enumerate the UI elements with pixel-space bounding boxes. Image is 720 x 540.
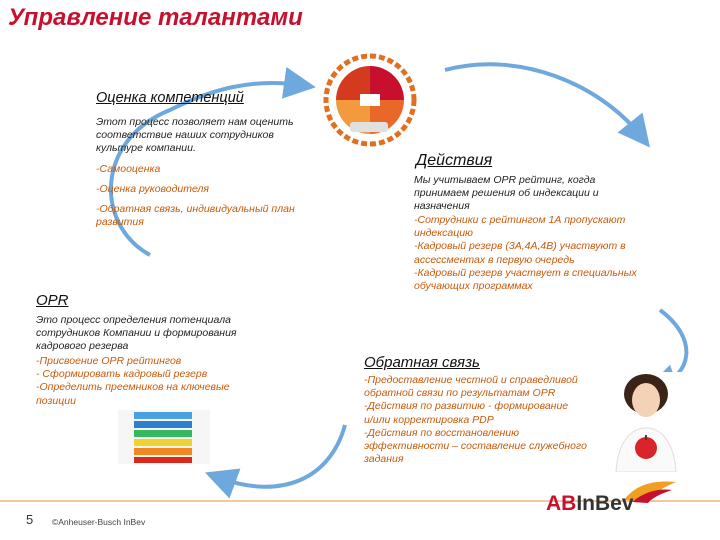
logo-ab: AB (546, 492, 577, 515)
actions-heading: Действия (416, 152, 493, 169)
competency-heading: Оценка компетенций (96, 90, 244, 106)
competency-bullet: -Оценка руководителя (96, 183, 210, 195)
logo-inbev: InBev (576, 492, 634, 515)
woman-with-apple-photo (606, 372, 686, 472)
opr-heading: OPR (36, 292, 69, 309)
abinbev-logo (542, 478, 702, 534)
opr-bullets: -Присвоение OPR рейтингов - Сформировать кадровый резерв -Определить преемников на ключевые позиции (36, 355, 230, 407)
curved-arrow-icon (445, 64, 640, 135)
copyright-text: ©Anheuser-Busch InBev (52, 517, 146, 527)
competency-body: Этот процесс позволяет нам оценить соответствие наших сотрудников культуре компании. (96, 116, 294, 155)
opr-body: Это процесс определения потенциала сотрудников Компании и формирования кадрового резерва (36, 314, 237, 353)
competency-bullet: -Самооценка (96, 163, 161, 175)
rating-bars-icon (118, 408, 210, 464)
actions-body: Мы учитываем OPR рейтинг, когда принимаем решения об индексации и назначения (414, 174, 599, 213)
page-title: Управление талантами (8, 4, 303, 31)
actions-bullets: -Сотрудники с рейтингом 1А пропускают индексацию -Кадровый резерв (3А,4А,4В) участвуют в ассессментах в первую очередь -Кадровый резерв участвует в специальных обучающих программах (414, 214, 637, 293)
feedback-heading: Обратная связь (364, 354, 480, 371)
curved-arrow-icon (220, 425, 345, 487)
competency-bullet: -Обратная связь, индивидуальный план развития (96, 203, 295, 229)
wheel-diagram-icon (322, 52, 418, 148)
page-number: 5 (26, 512, 34, 527)
feedback-bullets: -Предоставление честной и справедливой обратной связи по результатам OPR -Действия по развитию - формирование и/или корректировка PDP -Действия по восстановлению эффективности – составление служебного задания (364, 374, 587, 466)
